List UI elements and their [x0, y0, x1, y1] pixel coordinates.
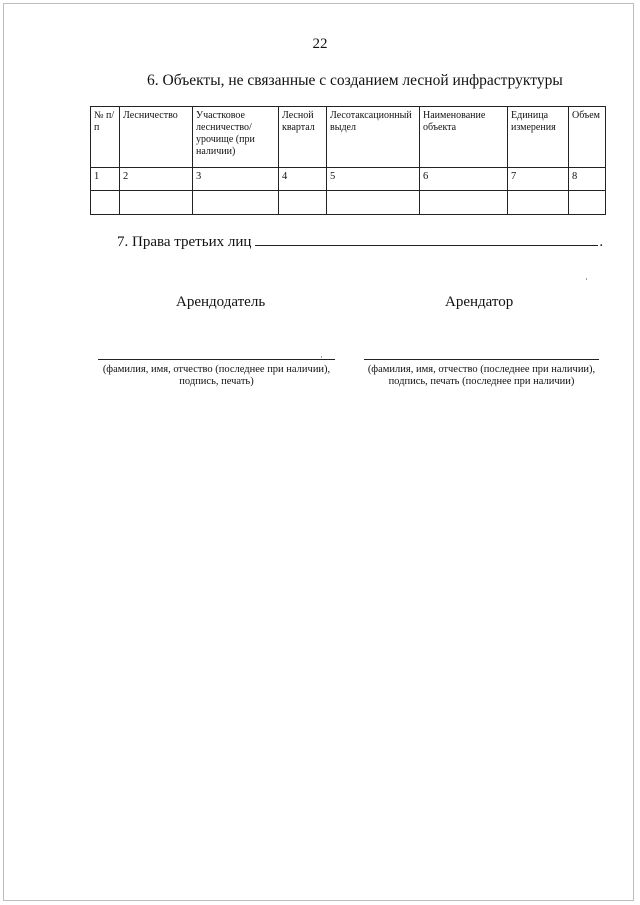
- lessor-signature-caption: (фамилия, имя, отчество (последнее при наличии), подпись, печать): [102, 364, 331, 387]
- table-row: [91, 191, 606, 215]
- table-cell: 6: [420, 168, 508, 191]
- table-cell: 5: [327, 168, 420, 191]
- header-cell-unit: Единица измерения: [508, 107, 569, 168]
- table-cell: [279, 191, 327, 215]
- scan-speck: [586, 278, 587, 280]
- lessor-signature-line: [98, 359, 335, 360]
- table-cell: [508, 191, 569, 215]
- table-cell: 3: [193, 168, 279, 191]
- table-cell: 4: [279, 168, 327, 191]
- header-cell-district-forestry: Участковое лесничество/ урочище (при наличии): [193, 107, 279, 168]
- table-cell: 7: [508, 168, 569, 191]
- table-cell: [569, 191, 606, 215]
- table-cell: [193, 191, 279, 215]
- header-cell-object-name: Наименование объекта: [420, 107, 508, 168]
- third-party-rights-end: .: [599, 234, 604, 250]
- table-cell: [327, 191, 420, 215]
- table-cell: 2: [120, 168, 193, 191]
- table-header-row: [91, 107, 606, 168]
- lessee-signature-caption: (фамилия, имя, отчество (последнее при наличии), подпись, печать (последнее при наличии): [367, 364, 596, 387]
- table-cell: [91, 191, 120, 215]
- table-row: [91, 168, 606, 191]
- header-cell-number: № п/п: [91, 107, 120, 168]
- lessee-signature-line: [364, 359, 599, 360]
- header-cell-forestry: Лесничество: [120, 107, 193, 168]
- lessor-title: Арендодатель: [176, 294, 266, 310]
- third-party-rights-label: 7. Права третьих лиц: [117, 234, 252, 250]
- third-party-rights-blank: [255, 231, 598, 246]
- third-party-rights: [117, 231, 603, 251]
- page-number: 22: [312, 36, 328, 52]
- header-cell-taxation-unit: Лесотаксационный выдел: [327, 107, 420, 168]
- table-cell: [120, 191, 193, 215]
- table-cell: 1: [91, 168, 120, 191]
- scan-speck: [321, 356, 322, 358]
- objects-table: [90, 106, 606, 215]
- section-title: 6. Объекты, не связанные с созданием лесной инфраструктуры: [147, 72, 563, 89]
- table-cell: [420, 191, 508, 215]
- lessee-title: Арендатор: [445, 294, 514, 310]
- header-cell-forest-quarter: Лесной квартал: [279, 107, 327, 168]
- table-cell: 8: [569, 168, 606, 191]
- header-cell-volume: Объем: [569, 107, 606, 168]
